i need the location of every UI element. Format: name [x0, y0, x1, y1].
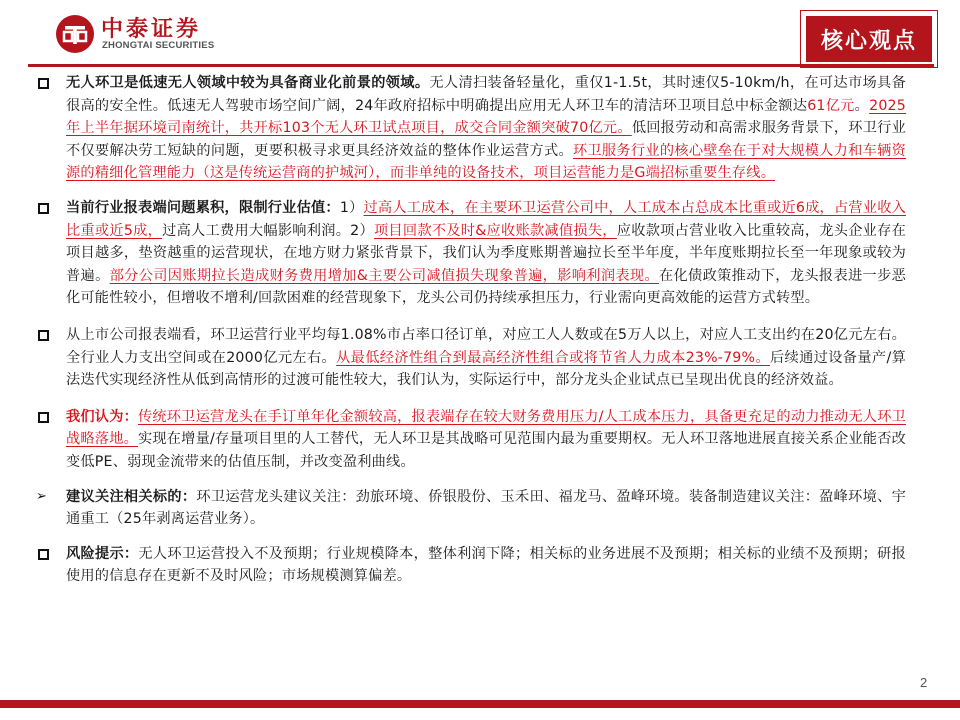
bullet-text-segment: 2025年上半年据环境司南统计，共开标103个无人环卫试点项目，成交合同金额突破70亿元。: [66, 97, 907, 137]
slide-header: [0, 0, 960, 64]
bullet-text-segment: 应收款项占营业收入比重较高，龙头企业存在项目越多，垫资越重的运营现状，在地方财力紧张背景下，我们认为季度账期普遍拉长至半年度，半年度账期拉长至一年现象或较为普遍。: [66, 222, 907, 284]
square-bullet-icon: [38, 203, 49, 214]
bullet-point: [36, 486, 906, 531]
bullet-point: [36, 406, 906, 474]
bullet-text-segment: 过高人工成本，在主要环卫运营公司中，人工成本占总成本比重或近6成，占营业收入比重或近5成，: [66, 199, 906, 239]
bullet-text-segment: 无人环卫是低速无人领域中较为具备商业化前景的领域。: [66, 75, 430, 91]
key-points-list: [36, 72, 906, 588]
zhongtai-logo-icon: [55, 14, 95, 54]
bullet-text-segment: 过高人工费用大幅影响利润。2）: [162, 222, 374, 239]
bullet-text-segment: 实现在增量/存量项目里的人工替代，无人环卫是其战略可见范围内最为重要期权。无人环卫落地进展直接关系企业能否改变低PE、弱现金流带来的估值压制，并改变盈利曲线。: [66, 431, 906, 470]
bullet-text-segment: 无人清扫装备轻量化，重仅1-1.5t，其时速仅5-10km/h，在可达市场具备很高的安全性。低速无人驾驶市场空间广阔，24年政府招标中明确提出应用无人环卫车的清洁环卫项目总中标金额达: [66, 75, 906, 114]
brand-name-en: ZHONGTAI SECURITIES: [102, 40, 215, 51]
bullet-text-segment: 后续通过设备量产/算法迭代实现经济性从低到高情形的过渡可能性较大，我们认为，实际运行中，部分龙头企业试点已呈现出优良的经济效益。: [66, 349, 907, 389]
bullet-text-segment: 无人环卫运营投入不及预期；行业规模降本，整体利润下降；相关标的业务进展不及预期；相关标的业绩不及预期；研报使用的信息存在更新不及时风险；市场规模测算偏差。: [66, 545, 906, 585]
bullet-text-segment: 环卫运营龙头建议关注：劲旅环境、侨银股份、玉禾田、福龙马、盈峰环境。装备制造建议关注：盈峰环境、宇通重工（25年剥离运营业务）。: [66, 488, 906, 528]
square-bullet-icon: [38, 330, 49, 341]
bullet-text-segment: 部分公司因账期拉长造成财务费用增加&主要公司减值损失现象普遍，影响利润表现。: [109, 267, 659, 284]
bullet-text-segment: 环卫服务行业的核心壁垒在于对大规模人力和车辆资源的精细化管理能力（这是传统运营商的护城河），而非单纯的设备技术，项目运营能力是G端招标重要生存线。: [66, 142, 906, 182]
bullet-point: [36, 543, 906, 588]
square-bullet-icon: [38, 549, 49, 560]
bullet-text-segment: 61亿元: [807, 97, 855, 114]
page-number: 2: [920, 675, 928, 690]
bullet-text-segment: 传统环卫运营龙头在手订单年化金额较高，报表端存在较大财务费用压力/人工成本压力，具备更充足的动力推动无人环卫战略落地。: [66, 408, 906, 448]
bullet-point: [36, 324, 906, 392]
brand-name-cn: 中泰证券: [101, 17, 202, 42]
bullet-text-segment: 我们认为：: [66, 408, 138, 425]
bullet-text-segment: 从最低经济性组合到最高经济性组合或将节省人力成本23%-79%。: [336, 349, 770, 366]
bullet-text-segment: 当前行业报表端问题累积，限制行业估值：: [66, 199, 340, 216]
square-bullet-icon: [38, 412, 49, 423]
bullet-text-segment: 项目回款不及时&应收账款减值损失，: [373, 222, 617, 239]
bullet-text-segment: 。: [854, 97, 870, 114]
bullet-text-segment: 低回报劳动和高需求服务背景下，环卫行业不仅要解决劳工短缺的问题，更要积极寻求更具经济效益的整体作业运营方式。: [66, 120, 906, 159]
header-divider: [28, 64, 934, 67]
footer-bar: [0, 700, 960, 708]
bullet-text-segment: 风险提示：: [66, 545, 139, 562]
bullet-text-segment: 在化债政策推动下，龙头报表进一步恶化可能性较小，但增收不增利/回款困难的经营现象下，龙头公司仍持续承担压力，行业需向更高效能的运营方式转型。: [66, 267, 906, 307]
section-title: 核心观点: [806, 16, 932, 62]
bullet-text-segment: 从上市公司报表端看，环卫运营行业平均每1.08%市占率口径订单，对应工人人数或在5万人以上，对应人工支出约在20亿元左右。全行业人力支出空间或在2000亿元左右。: [66, 326, 906, 366]
square-bullet-icon: [38, 78, 49, 89]
arrow-bullet-icon: ➢: [36, 488, 48, 504]
bullet-point: [36, 197, 906, 310]
bullet-point: [36, 72, 906, 185]
bullet-text-segment: 1）: [339, 199, 364, 216]
bullet-text-segment: 建议关注相关标的：: [66, 488, 197, 505]
